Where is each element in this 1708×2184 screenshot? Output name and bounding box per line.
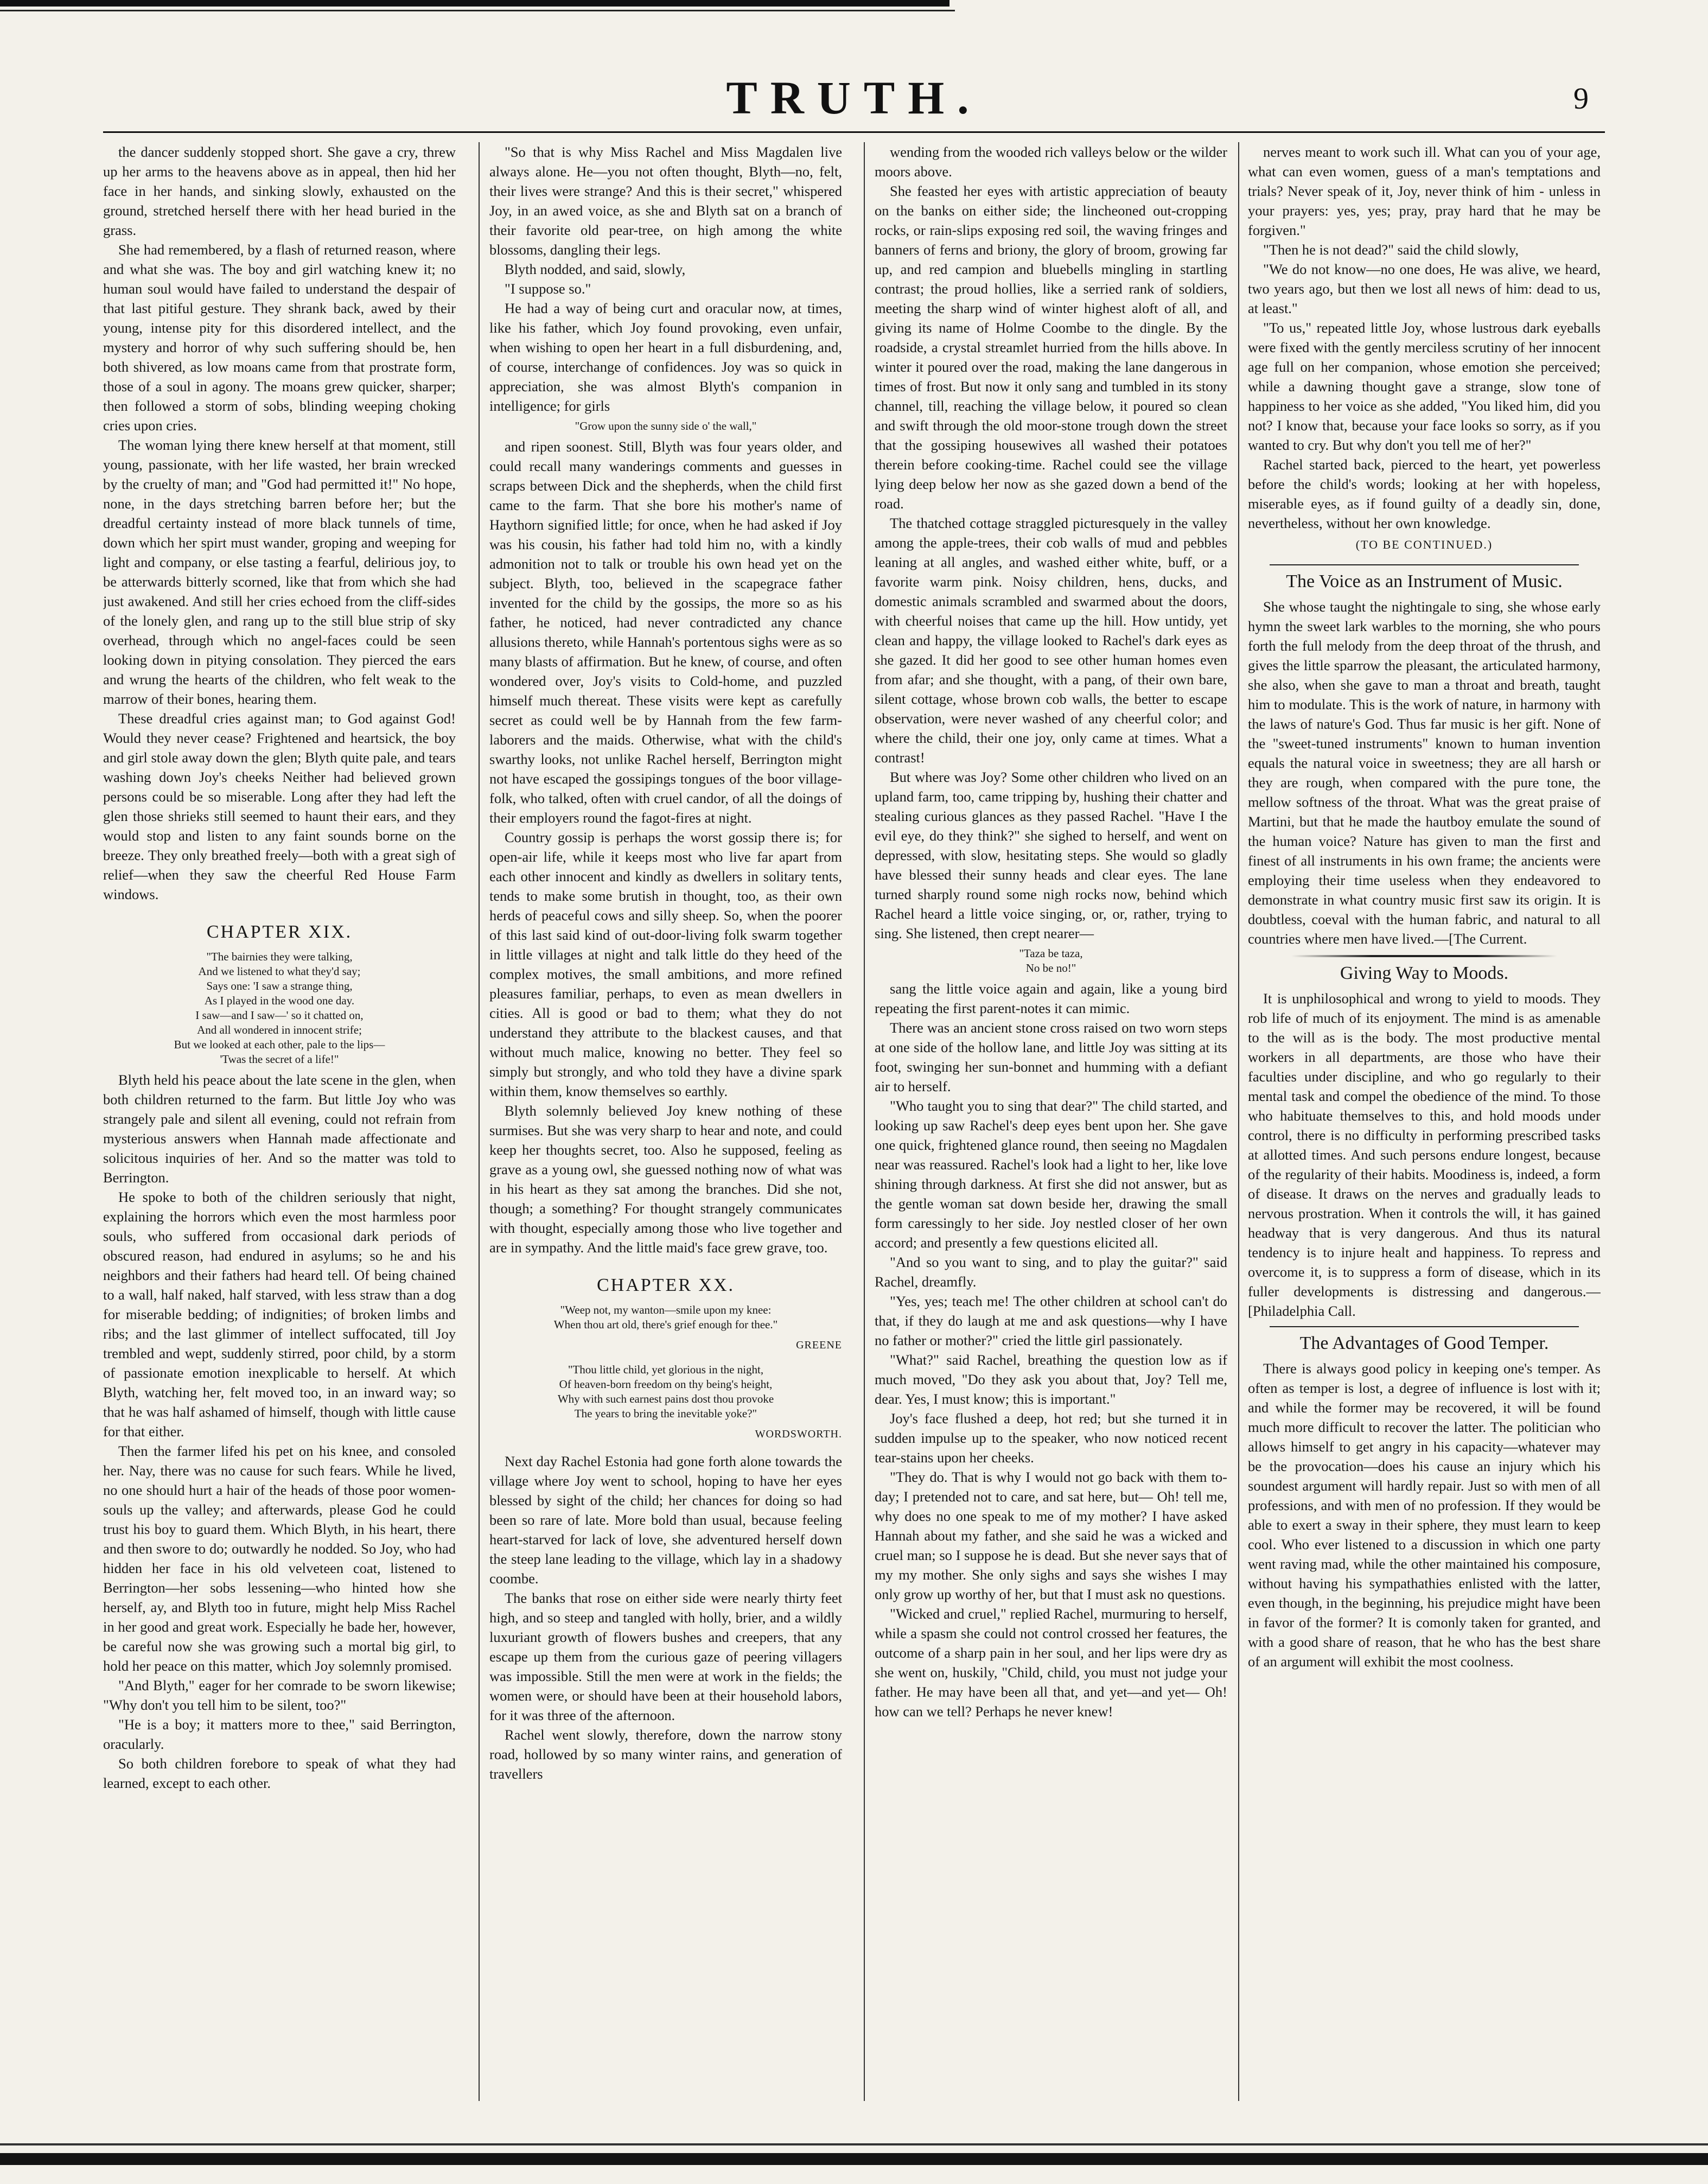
column-1-text-a [103,142,456,904]
verse-line: "Taza be taza, [1019,947,1083,960]
article-title: The Advantages of Good Temper. [1299,1333,1549,1353]
paragraph: She whose taught the nightingale to sing, she whose early hymn the sweet lark warbles to the morning, she who pours forth the full melody from the deep throat of the thrush, and gives the little sparrow the pleasant, the articulated harmony, she also, when she gave to man a throat and breath, taught him to modulate. This is the work of nature, in harmony with the laws of nature's God. Thus far music is her gift. None of the "sweet-tuned instruments" known to human invention equals the natural voice in sweetness; they are all harsh or they are rough, when compared with the pure tone, the mellow softness of the throat. What was the great praise of Martini, but that he made the hautboy emulate the sound of the human voice? Nature has given to man the first and finest of all instruments in his own frame; the ancients were employing their time useless when they endeavored to demonstrate in what country music first saw its origin. It is doubtless, coeval with the human fabric, and natural to all countries where men have lived.—[The Current. [1248,598,1601,947]
column-4-text-a [1248,142,1601,533]
paragraph: The thatched cottage straggled picturesquely in the valley among the apple-trees, their cob walls of mud and pebbles leaning at all angles, and washed either white, buff, or a favorite warm pink. Noisy children, hens, ducks, and domestic animals scrambled and swarmed about the doors, with cheerful noises that came up the hill. How untidy, yet clean and happy, the village looked to Rachel's dark eyes as she gazed. It did her good to see other human homes even from afar; and she thought, with a pang, of their own bare, silent cottage, whose brown cob walls, the better to escape observation, were never washed of any cheerful color; and where the child, their one joy, only came at times. What a contrast! [875,515,1227,766]
paragraph: and ripen soonest. Still, Blyth was four years older, and could recall many wanderings comments and guesses in scraps between Dick and the shepherds, when the child first came to the farm. That she bore his mother's name of Haythorn signified little; for once, when he had asked if Joy was his cousin, his father had told him no, with a kindly admonition not to talk or trouble his own head yet on the subject. Blyth, too, believed in the scapegrace father invented for the child by the gossips, the more so as his father, he noticed, had never contradicted any chance allusions thereto, while Hannah's portentous sighs were as so many blasts of affirmation. But he knew, of course, and often wondered over, Joy's visits to Cold-home, and puzzled himself much thereat. These visits were kept as carefully secret as could well be by Hannah from the few farm-laborers and the maids. Otherwise, what with the child's swarthy looks, not unlike Rachel herself, Berrington might not have escaped the gossipings tongues of the boor village-folk, who talked, often with cruel candor, of all the doings of their employers round the fagot-fires at night. [489,438,842,826]
chapter-heading: CHAPTER XX. [596,1275,735,1295]
top-border-thin [0,10,955,11]
column-3-text-b [875,979,1227,1721]
columns [103,142,1601,2117]
article-rule [1270,564,1579,565]
paragraph: the dancer suddenly stopped short. She gave a cry, threw up her arms to the heavens above as in appeal, then hid her face in her hands, and sinking slowly, exhausted on the ground, stretched herself there with her head buried in the grass. [103,144,456,238]
verse-line: 'Twas the secret of a life!" [220,1053,339,1066]
verse-line: Why with such earnest pains dost thou provoke [557,1392,774,1405]
quote-line: "Grow upon the sunny side o' the wall," [575,419,757,432]
column-2 [489,142,842,2106]
paragraph: But where was Joy? Some other children who lived on an upland farm, too, came tripping by, hushing their chatter and stealing curious glances as they passed Rachel. "Have I the evil eye, do they think?" she sighed to herself, and went on depressed, with slow, hesitating steps. She would so gladly have blessed their sunny heads and clear eyes. The lane turned sharply round some nigh rocks now, behind which Rachel heard a little voice singing, or, or, rather, trying to sing. She listened, then crept nearer— [875,769,1227,941]
verse-line: "Weep not, my wanton—smile upon my knee: [560,1303,772,1316]
paragraph: Country gossip is perhaps the worst gossip there is; for open-air life, while it keeps most who live far apart from each other innocent and kindly as dwellers in solitary tents, tends to make some brutish in thought, too, as their own herds of peaceful cows and silly sheep. So, when the poorer of this last said kind of out-door-living folk swarm together in little villages at night and talk little do they heed of the complex motives, the small ambitions, and more refined pleasures familiar, perhaps, to even as mean dwellers in cities. All is good or bad to them; what they do not understand they attribute to the blackest causes, and that without much malice, knowing no better. They feel so simply but strongly, and who told they have a divine spark within them, know themselves so earthly. [489,829,842,1099]
song-lines [875,946,1227,976]
chapter-epigraph [103,950,456,1067]
paragraph: "So that is why Miss Rachel and Miss Magdalen live always alone. He—you not often thought, Blyth—no, felt, their lives were strange? And this is their secret," whispered Joy, in an awed voice, as she and Blyth sat on a branch of their favorite old pear-tree, on high among the white blossoms, dangling their legs. [489,144,842,258]
paragraph: Rachel started back, pierced to the heart, yet powerless before the child's words; looking at her with hopeless, miserable eyes, as if found guilty of a deadly sin, done, nevertheless, without her own knowledge. [1248,456,1601,531]
verse-line: And all wondered in innocent strife; [197,1023,362,1036]
article-title: The Voice as an Instrument of Music. [1286,571,1563,591]
epigraph-attribution: GREENE [796,1339,842,1351]
column-2-text-c [489,1451,842,1784]
paragraph: Joy's face flushed a deep, hot red; but she turned it in sudden impulse up to the speaker, who now noticed recent tear-stains upon her cheeks. [875,1410,1227,1466]
paragraph: "I suppose so." [505,281,591,297]
paragraph: "And Blyth," eager for her comrade to be sworn likewise; "Why don't you tell him to be silent, too?" [103,1677,456,1713]
paragraph: She had remembered, by a flash of returned reason, where and what she was. The boy and girl watching knew it; no human soul would have failed to understand the despair of that last pitiful gesture. They shrank back, awed by their young, intense pity for this disordered intellect, and the mystery and horror of why such suffering should be, hen both shivered, as low moans came from that prostrate form, those of a soul in agony. The moans grew quicker, sharper; then followed a storm of sobs, blinding weeping choking cries upon cries. [103,241,456,434]
paragraph: "Wicked and cruel," replied Rachel, murmuring to herself, while a spasm she could not control crossed her features, the outcome of a sharp pain in her soul, and her lips were dry as she went on, huskily, "Child, child, you must not judge your father. He may have been all that, and yet—and yet— Oh! how can we tell? Perhaps he never knew! [875,1606,1227,1720]
paragraph: "And so you want to sing, and to play the guitar?" said Rachel, dreamfly. [875,1254,1227,1290]
paragraph: Next day Rachel Estonia had gone forth alone towards the village where Joy went to school, hoping to have her eyes blessed by sight of the child; her chances for doing so had been so rare of late. More bold than usual, because feeling heart-starved for lack of love, she adventured herself down the steep lane leading to the village, which lay in a shadowy coombe. [489,1453,842,1587]
paragraph: There is always good policy in keeping one's temper. As often as temper is lost, a degree of influence is lost with it; and while the former may be recovered, it will be found much more difficult to recover the latter. The politician who allows himself to get angry in his capacity—whatever may be the provocation—does his cause an injury which his soundest argument will hardly repair. Just so with men of all professions, and with men of no profession. If they would be able to exert a sway in their sphere, they must learn to keep cool. Who ever listened to a discussion in which one party went raving mad, while the other maintained his composure, without having his sympathathies enlisted with the latter, even though, in the beginning, his prejudice might have been in favor of the former? It is comonly taken for granted, and with a good share of reason, that he who has the best share of an argument will exhibit the most coolness. [1248,1360,1601,1670]
paragraph: "Who taught you to sing that dear?" The child started, and looking up saw Rachel's deep eyes bent upon her. She gave one quick, frightened glance round, then seeing no Magdalen near was reassured. Rachel's look had a light to her, like love shining through darkness. At first she did not answer, but as the gentle woman sat down beside her, drawing the small form caressingly to her side. Joy nestled closer of her own accord; and presently a few questions elicited all. [875,1098,1227,1251]
chapter-heading: CHAPTER XIX. [206,922,353,942]
paragraph: Rachel went slowly, therefore, down the narrow stony road, hollowed by so many winter rains, and generation of travellers [489,1727,842,1782]
paragraph: He spoke to both of the children seriously that night, explaining the horrors which even the most harmless poor souls, who suffered from occasional dark periods of obscured reason, had endured in asylums; so he and his neighbors and their fathers had heard tell. Of being chained to a wall, half naked, half starved, with less straw than a dog for miserable bedding; of indignities; of broken limbs and ribs; and the last glimmer of intellect suffocated, till Joy trembled and wept, suddenly stirred, poor child, by a storm of passionate emotion inexplicable to herself. At which Blyth, watching her, felt moved too, in an inward way; so that he was half ashamed of himself, though with little cause for that either. [103,1189,456,1440]
column-2-text-b [489,437,842,1257]
column-3-text-a [875,142,1227,943]
paragraph: "He is a boy; it matters more to thee," said Berrington, oracularly. [103,1716,456,1752]
paragraph: So both children forebore to speak of what they had learned, except to each other. [103,1755,456,1791]
paragraph: "What?" said Rachel, breathing the question low as if much moved, "Do they ask you about that, Joy? Tell me, dear. Yes, I must know; this is important." [875,1352,1227,1407]
column-1-text-b [103,1070,456,1793]
article-title: Giving Way to Moods. [1340,963,1509,983]
to-be-continued: (TO BE CONTINUED.) [1355,538,1493,551]
article-body [1248,597,1601,948]
column-divider [1238,142,1239,2101]
paragraph: "To us," repeated little Joy, whose lustrous dark eyeballs were fixed with the gently merciless scrutiny of her innocent age full on her companion, whose emotion she perceived; while a dawning thought gave a strange, slow tone of happiness to her voice as she added, "You liked him, did you not? I know that, because your face looks so sorry, as if you wanted to cry. But why don't you tell me of her?" [1248,320,1601,453]
paragraph: He had a way of being curt and oracular now, at times, like his father, which Joy found provoking, even unfair, when wishing to open her heart in a full disburdening, and, of course, interchange of confidences. Joy was so quick in appreciation, she was almost Blyth's companion in intelligence; for girls [489,300,842,414]
verse-line: But we looked at each other, pale to the lips— [174,1038,385,1051]
paragraph: "We do not know—no one does, He was alive, we heard, two years ago, but then we lost all news of him: dead to us, at least." [1248,261,1601,316]
article-body [1248,1359,1601,1671]
verse-line: I saw—and I saw—' so it chatted on, [195,1009,364,1022]
paragraph: Then the farmer lifed his pet on his knee, and consoled her. Nay, there was no cause for such fears. While he lived, no one should hurt a hair of the heads of those poor women-souls up the valley; and afterwards, please God he could trust his boy to guard them. Which Blyth, in his heart, there and then swore to do; outwardly he nodded. So Joy, who had hidden her face in his old velveteen coat, listened to Berrington—her sobs lessening—who hinted how she herself, ay, and Blyth too in future, might help Miss Rachel in her good and great work. Especially he bade her, however, be careful now she was growing such a mortal big girl, to hold her peace on this matter, which Joy solemnly promised. [103,1443,456,1674]
chapter-epigraph-2 [489,1362,842,1421]
masthead-title: TRUTH. [726,72,982,124]
column-3 [875,142,1227,2106]
paragraph: It is unphilosophical and wrong to yield to moods. They rob life of much of its enjoyment. The mind is as amenable to the will as is the body. The most productive mental workers in all departments, are those who have their faculties under discipline, and who go regularly to their mental task and compel the obedience of the mind. To those who habituate themselves to this, and hold moods under control, there is no difficulty in performing prescribed tasks at allotted times. And such persons endure longest, because of the regularity of their habits. Moodiness is, indeed, a form of disease. It draws on the nerves and gradually leads to nervous prostration. When it controls the will, it has gained headway that is very dangerous. And thus its natural tendency is to injure healt and happiness. To repress and overcome it, is to suppress a form of disease, which in its fuller developments is distressing and dangerous.—[Philadelphia Call. [1248,990,1601,1319]
paragraph: She feasted her eyes with artistic appreciation of beauty on the banks on either side; the lincheoned out-cropping rocks, or rain-slips exposing red soil, the waving fringes and banners of ferns and briony, the glory of broom, growing far up, and red campion and bluebells mingling in startling contrast; the proud hollies, like a serried rank of soldiers, meeting the sharp wind of winter highest aloft of all, and giving its name of Holme Coombe to the dingle. By the roadside, a crystal streamlet hurried from the hills above. In winter it poured over the road, making the lane dangerous in times of frost. But now it only sang and tumbled in its stony channel, till, reaching the village below, it poured so clean and swift through the old moor-stone trough down the street that the gossiping housewives all washed their potatoes therein before cooking-time. Rachel could see the village lying deep below her now as she gazed down a bend of the road. [875,183,1227,512]
paragraph: There was an ancient stone cross raised on two worn steps at one side of the hollow lane, and little Joy was sitting at its foot, swinging her sun-bonnet and humming with a defiant air to herself. [875,1020,1227,1094]
paragraph: These dreadful cries against man; to God against God! Would they never cease? Frightened and heartsick, the boy and girl stole away down the glen; Blyth quite pale, and tears washing down Joy's cheeks Neither had believed grown persons could be so miserable. Long after they had left the glen those shrieks still seemed to haunt their ears, and they would stop and listen to any faint sounds borne on the breeze. They only breathed freely—both with a great sigh of relief—when they saw the cheerful Red House Farm windows. [103,710,456,902]
article-rule [1270,1326,1579,1327]
paragraph: "Then he is not dead?" said the child slowly, [1263,241,1519,258]
paragraph: "They do. That is why I would not go back with them to-day; I pretended not to care, and sat here, but— Oh! tell me, why does no one speak to me of my mother? I have asked Hannah about my father, and she said he was a wicked and cruel man; so I suppose he is dead. But she never says that of my my mother. She only sighs and says she wishes I may only grow up worthy of her, but that I must ask no questions. [875,1469,1227,1602]
verse-line: No be no!" [1025,962,1076,975]
bottom-border [0,2153,1708,2165]
verse-line: Of heaven-born freedom on thy being's height, [559,1378,773,1391]
verse-line: As I played in the wood one day. [204,994,355,1007]
bottom-border-thin [0,2143,1708,2145]
paragraph: "Yes, yes; teach me! The other children at school can't do that, if they do laugh at me and ask questions—why I have no father or mother?" cried the little girl passionately. [875,1293,1227,1348]
verse-line: When thou art old, there's grief enough for thee." [553,1318,778,1331]
paragraph: Blyth solemnly believed Joy knew nothing of these surmises. But she was very sharp to hear and note, and could keep her thoughts secret, too. Also he supposed, feeling as grave as a young owl, she guessed nothing now of what was in his heart as they sat among the branches. Did she not, though; a something? For thought strangely communicates with thought, especially among those who live together and are in sympathy. And the little maid's face grew grave, too. [489,1103,842,1256]
paragraph: Blyth nodded, and said, slowly, [505,261,686,277]
epigraph-attribution: WORDSWORTH. [755,1428,842,1440]
page-number: 9 [1573,82,1589,116]
ornament-rule [1291,955,1557,957]
verse-line: The years to bring the inevitable yoke?" [574,1407,757,1420]
verse-line: Says one: 'I saw a strange thing, [206,979,353,992]
chapter-epigraph-1 [489,1303,842,1332]
column-2-text-a [489,142,842,416]
paragraph: wending from the wooded rich valleys below or the wilder moors above. [875,144,1227,180]
paragraph: The woman lying there knew herself at that moment, still young, passionate, with her life wasted, her brain wrecked by the cruelty of man; and "God had permitted it!" No hope, none, in the days stretching barren before her; but the dreadful certainty instead of more black tunnels of time, down which her spirt must wander, groping and weeping for light and company, or else tasting a fearful, delirious joy, to be atterwards bitterly scorned, like that from which she had just awakened. And still her cries echoed from the cliff-sides of the lonely glen, and rang up to the still blue strip of sky overhead, through which no angel-faces could be seen looking down in pitying consolation. They pierced the ears and wrung the hearts of the children, who felt weak to the marrow of their bones, hearing them. [103,437,456,707]
verse-line: And we listened to what they'd say; [198,965,361,978]
column-divider [864,142,865,2101]
verse-line: "Thou little child, yet glorious in the night, [568,1363,764,1376]
paragraph: nerves meant to work such ill. What can you of your age, what can even women, guess of a man's temptations and trials? Never speak of it, Joy, never think of him - unless in your prayers: yes, yes; pray, pray hard that he may be forgiven." [1248,144,1601,238]
paragraph: sang the little voice again and again, like a young bird repeating the first parent-notes it can mimic. [875,980,1227,1016]
article-body [1248,989,1601,1321]
paragraph: The banks that rose on either side were nearly thirty feet high, and so steep and tangled with holly, brier, and a wildly luxuriant growth of flowers bushes and creepers, that any escape up them from the curious gaze of peering villagers was impossible. Still the men were at work in the fields; the women were, or should have been at their household labors, for it was three of the afternoon. [489,1590,842,1723]
paragraph: Blyth held his peace about the late scene in the glen, when both children returned to the farm. But little Joy who was strangely pale and silent all evening, could not refrain from mysterious answers when Hannah made affectionate and solicitous inquiries of her. And so the matter was told to Berrington. [103,1072,456,1186]
column-1 [103,142,456,2106]
header-rule [103,131,1605,133]
column-divider [479,142,480,2101]
top-border [0,0,949,7]
verse-line: "The bairnies they were talking, [206,950,353,963]
column-4 [1248,142,1601,2106]
